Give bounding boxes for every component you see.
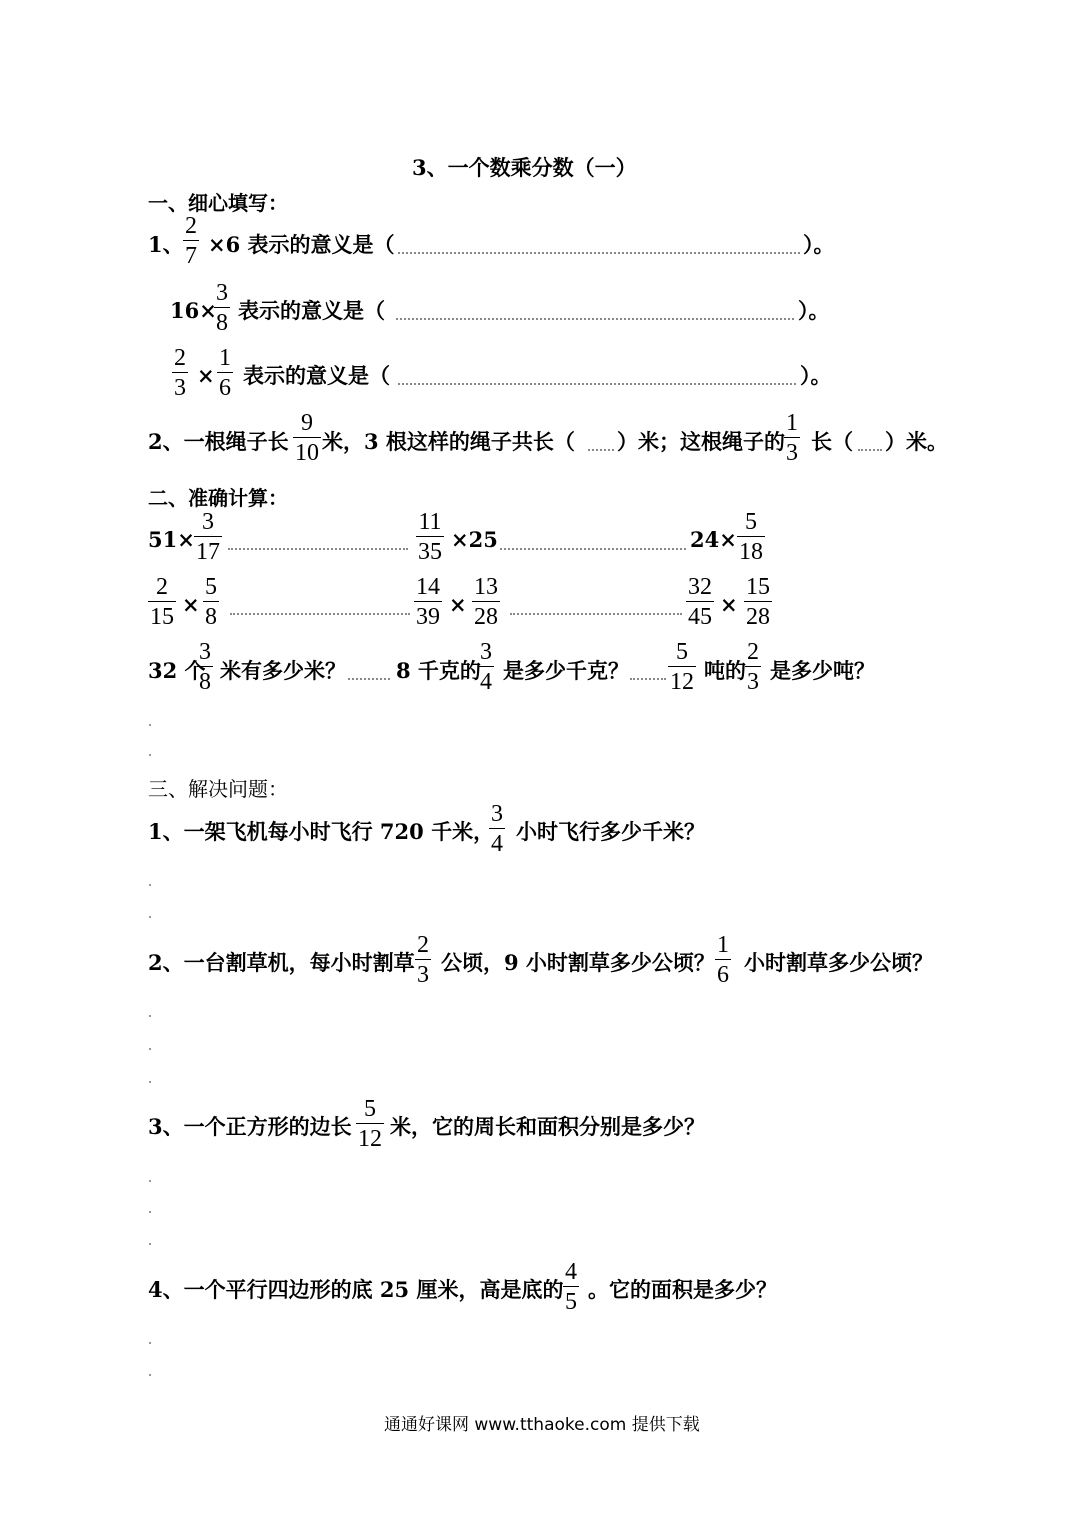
dot-leader bbox=[230, 613, 410, 615]
problem-2-question: 小时割草多少公顷？ bbox=[744, 950, 933, 975]
stray-dot bbox=[149, 1374, 151, 1376]
q2-text-1: 2、一根绳子长 bbox=[148, 429, 289, 454]
fraction: 2 3 bbox=[417, 932, 429, 988]
dot-leader bbox=[630, 678, 666, 680]
stray-dot bbox=[149, 1211, 151, 1213]
q1a-text: ×6 表示的意义是（ bbox=[208, 232, 395, 257]
footer-credit: 通通好课网 www.tthaoke.com 提供下载 bbox=[384, 1415, 700, 1435]
fraction: 3 4 bbox=[480, 639, 492, 695]
stray-dot bbox=[149, 1015, 151, 1017]
fraction: 1 6 bbox=[219, 345, 231, 401]
calc-r1c-prefix: 24× bbox=[690, 527, 737, 552]
fraction: 2 7 bbox=[185, 213, 197, 269]
section-heading-problems: 三、解决问题： bbox=[148, 777, 288, 801]
fraction: 9 10 bbox=[295, 410, 319, 466]
problem-3-text: 3、一个正方形的边长 bbox=[148, 1114, 352, 1139]
q2-text-5: ）米。 bbox=[885, 429, 948, 454]
fraction: 11 35 bbox=[418, 509, 442, 565]
q1b-prefix: 16× bbox=[170, 298, 217, 323]
calc-r3a-prefix: 32 个 bbox=[148, 658, 206, 683]
q2-text-4: 长（ bbox=[811, 429, 853, 454]
stray-dot bbox=[149, 916, 151, 918]
q1c-text: 表示的意义是（ bbox=[243, 363, 390, 388]
fraction: 3 4 bbox=[491, 801, 503, 857]
answer-blank[interactable] bbox=[588, 449, 614, 451]
fraction: 3 8 bbox=[199, 639, 211, 695]
times-sign: × bbox=[449, 592, 467, 617]
answer-blank[interactable] bbox=[858, 449, 882, 451]
section-heading-fill: 一、细心填写： bbox=[148, 191, 288, 215]
dot-leader bbox=[348, 678, 390, 680]
dot-leader bbox=[500, 548, 686, 550]
stray-dot bbox=[149, 724, 151, 726]
stray-dot bbox=[149, 1180, 151, 1182]
stray-dot bbox=[149, 884, 151, 886]
fraction: 5 12 bbox=[670, 639, 694, 695]
stray-dot bbox=[149, 754, 151, 756]
problem-1-question: 小时飞行多少千米？ bbox=[516, 819, 705, 844]
calc-r1b-suffix: ×25 bbox=[451, 527, 498, 552]
stray-dot bbox=[149, 1342, 151, 1344]
answer-blank[interactable] bbox=[398, 252, 800, 254]
q1b-text: 表示的意义是（ bbox=[238, 298, 385, 323]
fraction: 5 18 bbox=[739, 509, 763, 565]
fraction: 3 17 bbox=[196, 509, 220, 565]
fraction: 14 39 bbox=[416, 574, 440, 630]
fraction: 5 8 bbox=[205, 574, 217, 630]
fraction: 3 8 bbox=[216, 280, 228, 336]
calc-r1a-prefix: 51× bbox=[148, 527, 195, 552]
problem-4-question: 。它的面积是多少？ bbox=[588, 1277, 777, 1302]
times-sign: × bbox=[182, 592, 200, 617]
fraction: 2 3 bbox=[747, 639, 759, 695]
q1c-close: ）。 bbox=[800, 363, 832, 388]
answer-blank[interactable] bbox=[398, 383, 796, 385]
q2-text-2: 米，3 根这样的绳子共长（ bbox=[322, 429, 575, 454]
stray-dot bbox=[149, 1243, 151, 1245]
fraction: 15 28 bbox=[746, 574, 770, 630]
problem-3-question: 米，它的周长和面积分别是多少？ bbox=[390, 1114, 705, 1139]
fraction: 4 5 bbox=[565, 1259, 577, 1315]
fraction: 2 15 bbox=[150, 574, 174, 630]
q1b-close: ）。 bbox=[798, 298, 830, 323]
fraction: 32 45 bbox=[688, 574, 712, 630]
q1a-close: ）。 bbox=[803, 232, 835, 257]
fraction: 5 12 bbox=[358, 1096, 382, 1152]
stray-dot bbox=[149, 1048, 151, 1050]
calc-r3c-mid: 吨的 bbox=[704, 658, 746, 683]
calc-r3c-suffix: 是多少吨？ bbox=[770, 658, 875, 683]
times-sign: × bbox=[720, 592, 738, 617]
stray-dot bbox=[149, 1081, 151, 1083]
problem-4-text: 4、一个平行四边形的底 25 厘米，高是底的 bbox=[148, 1277, 564, 1302]
q2-text-3: ）米；这根绳子的 bbox=[617, 429, 785, 454]
calc-r3b-prefix: 8 千克的 bbox=[396, 658, 481, 683]
problem-1-text: 1、一架飞机每小时飞行 720 千米， bbox=[148, 819, 495, 844]
answer-blank[interactable] bbox=[396, 318, 794, 320]
dot-leader bbox=[510, 613, 682, 615]
fraction: 2 3 bbox=[174, 345, 186, 401]
times-sign: × bbox=[197, 363, 215, 388]
problem-2-mid: 公顷，9 小时割草多少公顷？ bbox=[441, 950, 715, 975]
problem-2-text: 2、一台割草机，每小时割草 bbox=[148, 950, 415, 975]
fraction: 1 3 bbox=[786, 410, 798, 466]
fraction: 1 6 bbox=[717, 932, 729, 988]
fraction: 13 28 bbox=[474, 574, 498, 630]
calc-r3b-suffix: 是多少千克？ bbox=[503, 658, 629, 683]
section-heading-calc: 二、准确计算： bbox=[148, 486, 288, 510]
dot-leader bbox=[228, 548, 408, 550]
q1a-number: 1、 bbox=[148, 232, 184, 257]
page-title: 3、一个数乘分数（一） bbox=[412, 155, 637, 180]
calc-r3a-suffix: 米有多少米？ bbox=[220, 658, 346, 683]
